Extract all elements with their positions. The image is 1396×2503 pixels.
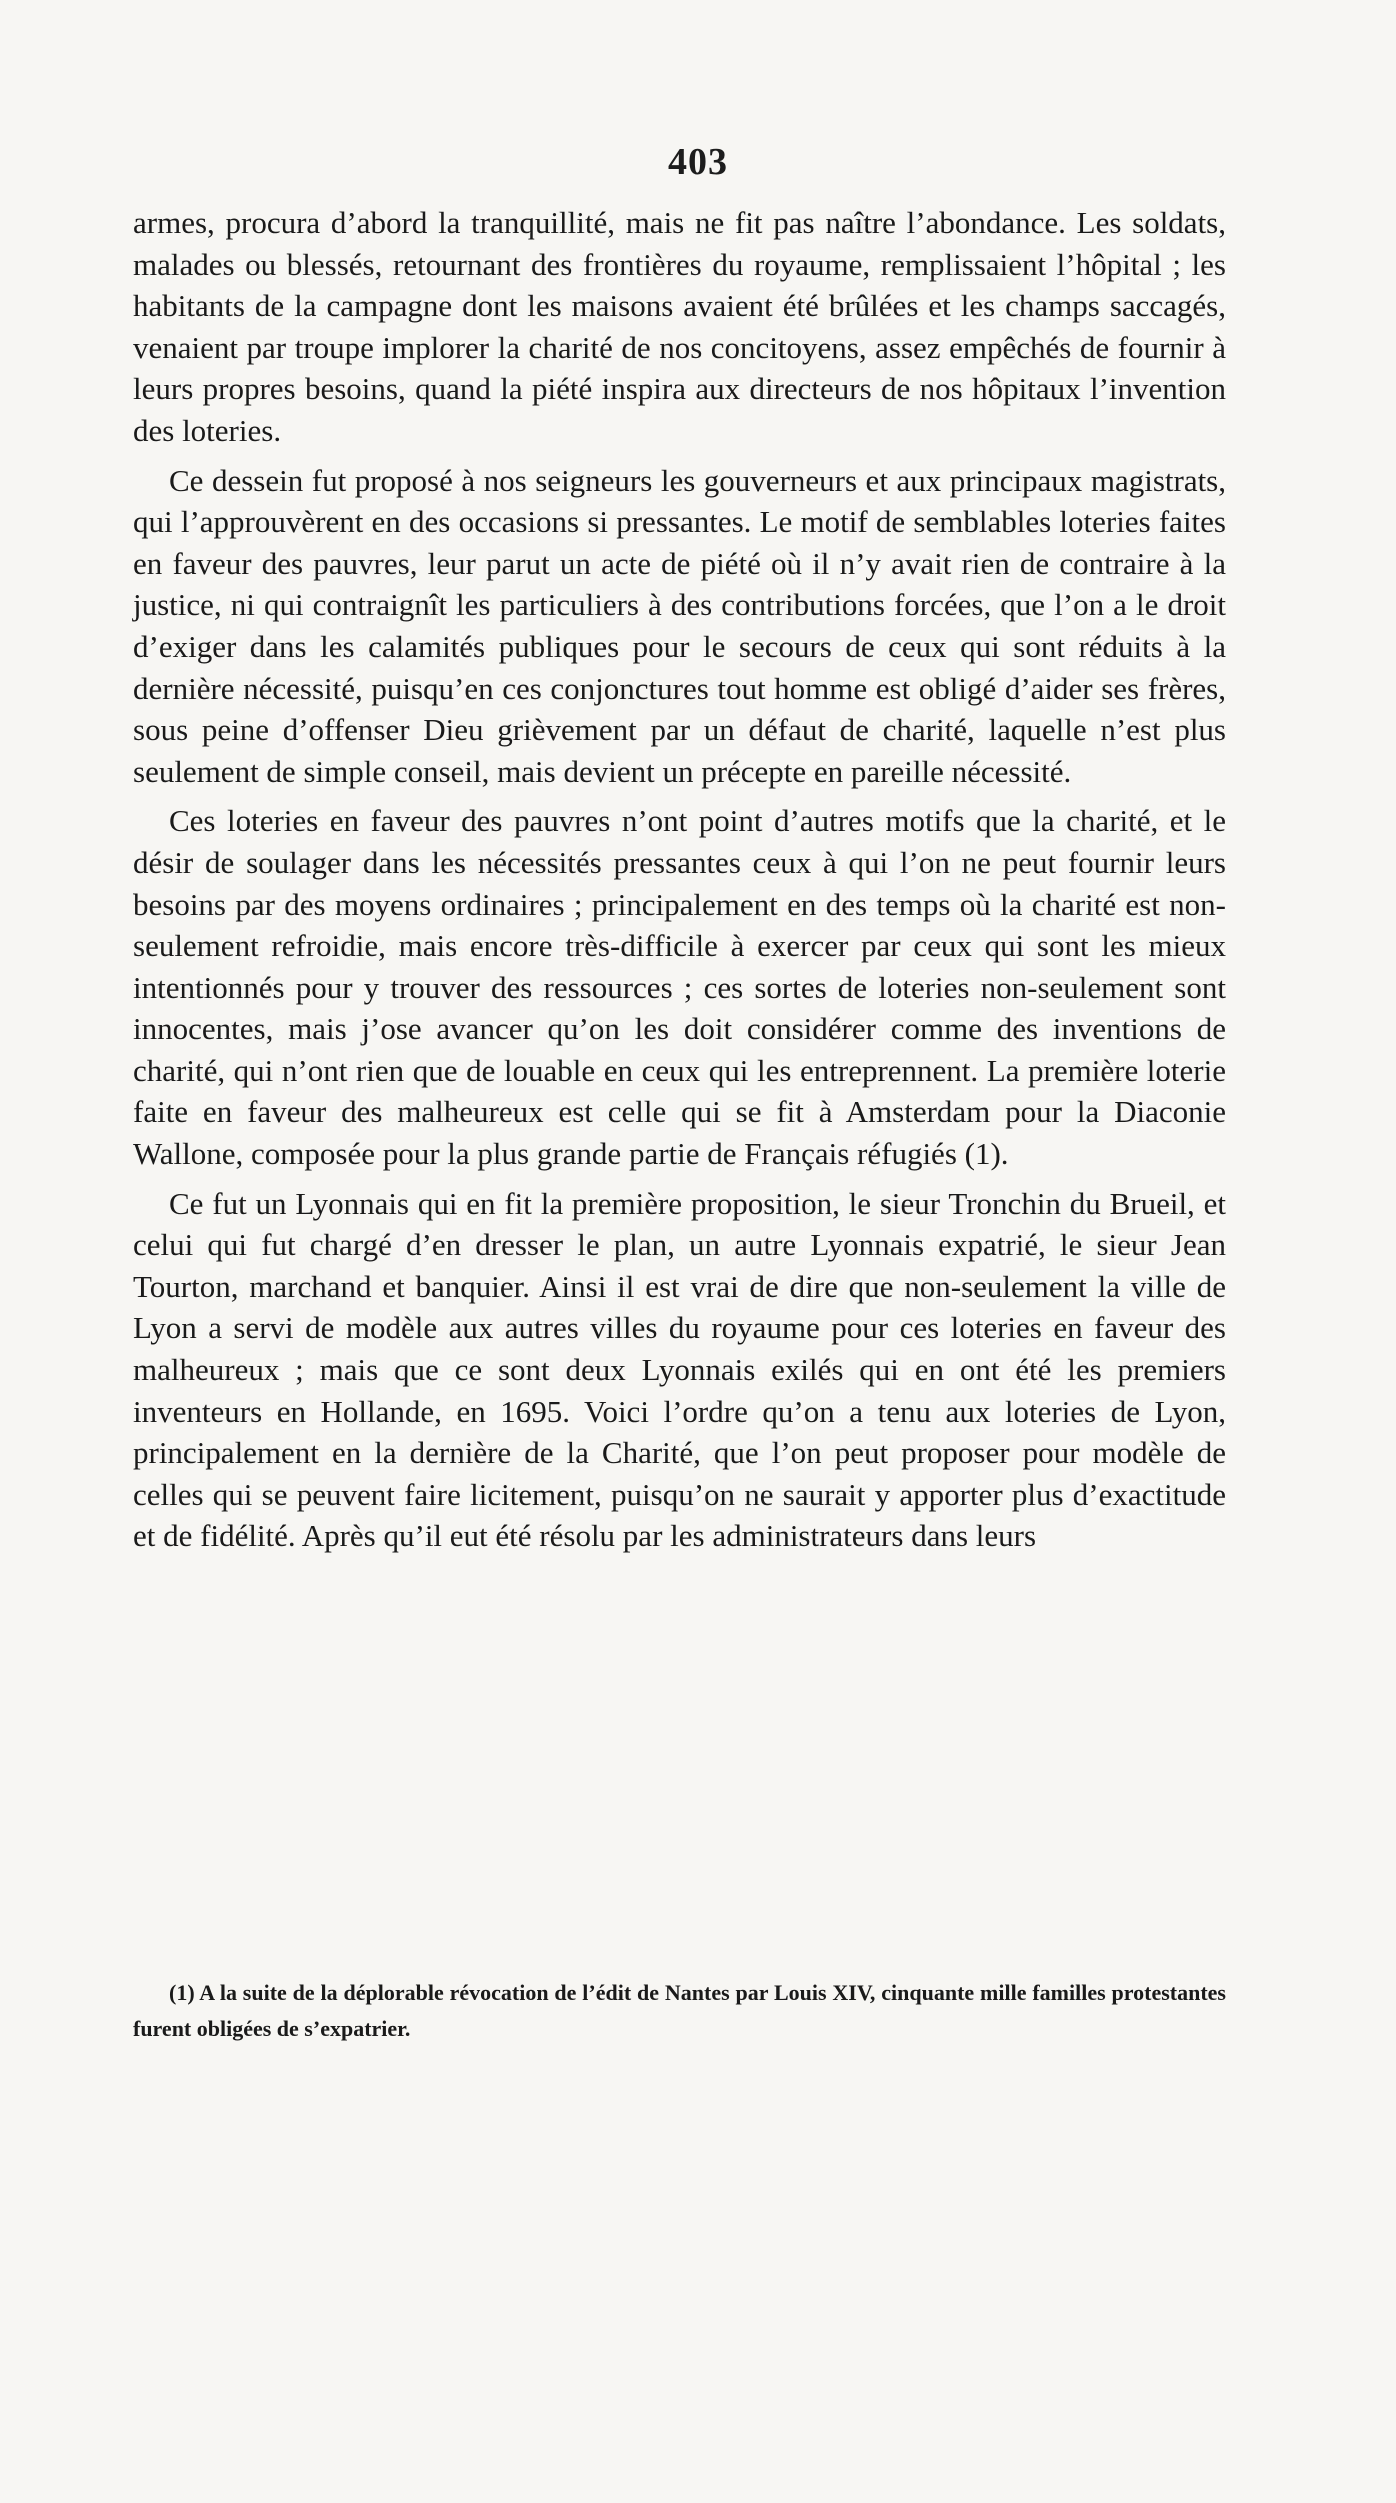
- main-text: [133, 202, 1226, 1557]
- footnote: [133, 1975, 1226, 2047]
- footnote-separator: [133, 1945, 1226, 1946]
- paragraph-1: armes, procura d’abord la tranquillité, mais ne fit pas naître l’abondance. Les soldats, malades ou blessés, retournant des frontières du royaume, remplissaient l’hôpital ; les habitants de la campagne dont les maisons avaient été brûlées et les champs saccagés, venaient par troupe implorer la charité de nos concitoyens, assez empêchés de fournir à leurs propres besoins, quand la piété inspira aux directeurs de nos hôpitaux l’invention des loteries.: [133, 205, 1226, 448]
- paragraph-4: Ce fut un Lyonnais qui en fit la première proposition, le sieur Tronchin du Brueil, et celui qui fut chargé d’en dresser le plan, un autre Lyonnais expatrié, le sieur Jean Tourton, marchand et banquier. Ainsi il est vrai de dire que non-seulement la ville de Lyon a servi de modèle aux autres villes du royaume pour ces loteries en faveur des malheureux ; mais que ce sont deux Lyonnais exilés qui en ont été les premiers inventeurs en Hollande, en 1695. Voici l’ordre qu’on a tenu aux loteries de Lyon, principalement en la dernière de la Charité, que l’on peut proposer pour modèle de celles qui se peuvent faire licitement, puisqu’on ne saurait y apporter plus d’exactitude et de fidélité. Après qu’il eut été résolu par les administrateurs dans leurs: [133, 1185, 1226, 1554]
- paragraph-2: Ce dessein fut proposé à nos seigneurs les gouverneurs et aux principaux magistrats, qui l’approuvèrent en des occasions si pressantes. Le motif de semblables loteries faites en faveur des pauvres, leur parut un acte de piété où il n’y avait rien de contraire à la justice, ni qui contraignît les particuliers à des contributions forcées, que l’on a le droit d’exiger dans les calamités publiques pour le secours de ceux qui sont réduits à la dernière nécessité, puisqu’en ces conjonctures tout homme est obligé d’aider ses frères, sous peine d’offenser Dieu grièvement par un défaut de charité, laquelle n’est plus seulement de simple conseil, mais devient un précepte en pareille nécessité.: [133, 462, 1226, 789]
- paragraph-3: Ces loteries en faveur des pauvres n’ont point d’autres motifs que la charité, et le désir de soulager dans les nécessités pressantes ceux à qui l’on ne peut fournir leurs besoins par des moyens ordinaires ; principalement en des temps où la charité est non-seulement refroidie, mais encore très-difficile à exercer par ceux qui sont les mieux intentionnés pour y trouver des ressources ; ces sortes de loteries non-seulement sont innocentes, mais j’ose avancer qu’on les doit considérer comme des inventions de charité, qui n’ont rien que de louable en ceux qui les entreprennent. La première loterie faite en faveur des malheureux est celle qui se fit à Amsterdam pour la Diaconie Wallone, composée pour la plus grande partie de Français réfugiés (1).: [133, 803, 1226, 1172]
- footnote-text: (1) A la suite de la déplorable révocation de l’édit de Nantes par Louis XIV, cinquante mille familles protestantes furent obligées de s’expatrier.: [133, 1980, 1226, 2041]
- page-number: 403: [668, 141, 728, 183]
